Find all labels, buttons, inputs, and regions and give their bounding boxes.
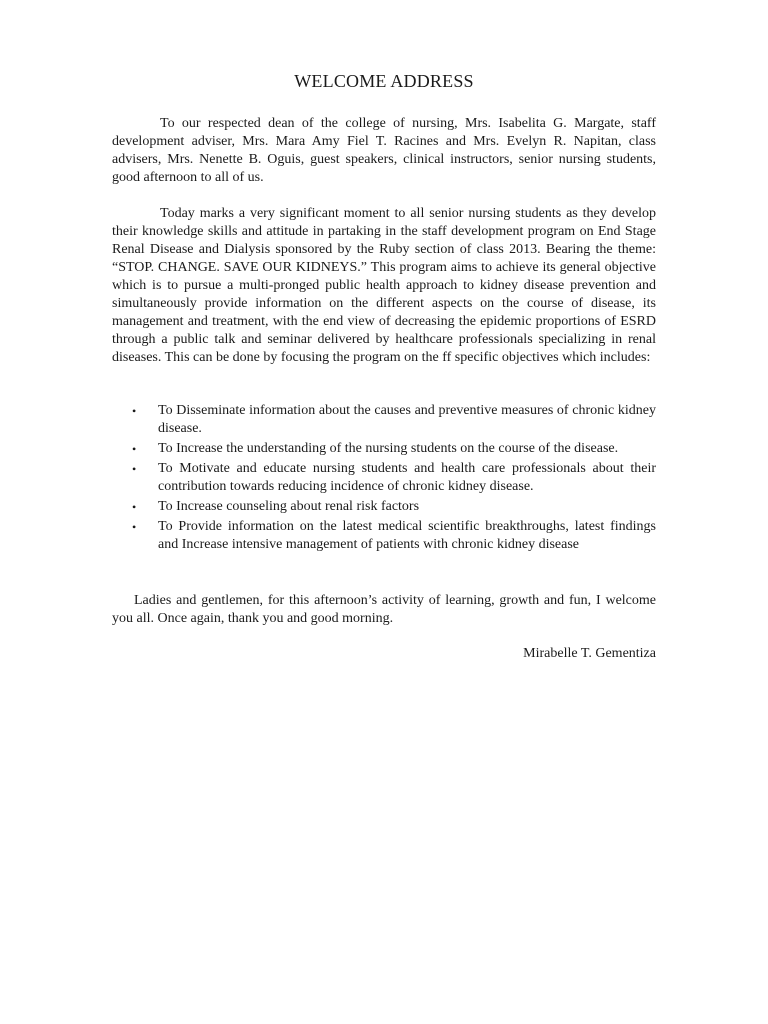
objective-text: To Provide information on the latest medical scientific breakthroughs, latest findings and Increase intensive management of patients with chronic kidney disease [158, 519, 656, 552]
objective-text: To Increase the understanding of the nursing students on the course of the disease. [158, 441, 619, 456]
bullet-icon: • [132, 404, 137, 418]
objective-item [112, 460, 656, 496]
bullet-icon: • [132, 462, 137, 476]
bullet-icon: • [132, 500, 137, 514]
program-paragraph: Today marks a very significant moment to all senior nursing students as they develop their knowledge skills and attitude in partaking in the staff development program on End Stage Renal Disease and Dialysis sponsored by the Ruby section of class 2013. Bearing the theme: “STOP. CHANGE. SAVE OUR KIDNEYS.” This program aims to achieve its general objective which is to pursue a multi-pronged public health approach to kidney disease prevention and simultaneously provide information on the different aspects on the course of disease, its management and treatment, with the end view of decreasing the epidemic proportions of ESRD through a public talk and seminar delivered by healthcare professionals specializing in renal diseases. This can be done by focusing the program on the ff specific objectives which includes: [112, 206, 656, 365]
objective-item [112, 498, 656, 516]
objective-item [112, 440, 656, 458]
objective-text: To Disseminate information about the causes and preventive measures of chronic kidney disease. [158, 403, 656, 436]
bullet-icon: • [132, 520, 137, 534]
salutation-paragraph: To our respected dean of the college of nursing, Mrs. Isabelita G. Margate, staff development adviser, Mrs. Mara Amy Fiel T. Racines and Mrs. Evelyn R. Napitan, class advisers, Mrs. Nenette B. Oguis, guest speakers, clinical instructors, senior nursing students, good afternoon to all of us. [112, 116, 656, 185]
objective-text: To Motivate and educate nursing students and health care professionals about their contribution towards reducing incidence of chronic kidney disease. [158, 461, 656, 494]
signature: Mirabelle T. Gementiza [523, 646, 656, 661]
page-title: WELCOME ADDRESS [294, 71, 474, 91]
objective-item [112, 402, 656, 438]
bullet-icon: • [132, 442, 137, 456]
objective-text: To Increase counseling about renal risk factors [158, 499, 420, 514]
objective-item [112, 518, 656, 554]
objectives-list [112, 402, 656, 556]
closing-paragraph: Ladies and gentlemen, for this afternoon’s activity of learning, growth and fun, I welcome you all. Once again, thank you and good morning. [112, 593, 656, 626]
